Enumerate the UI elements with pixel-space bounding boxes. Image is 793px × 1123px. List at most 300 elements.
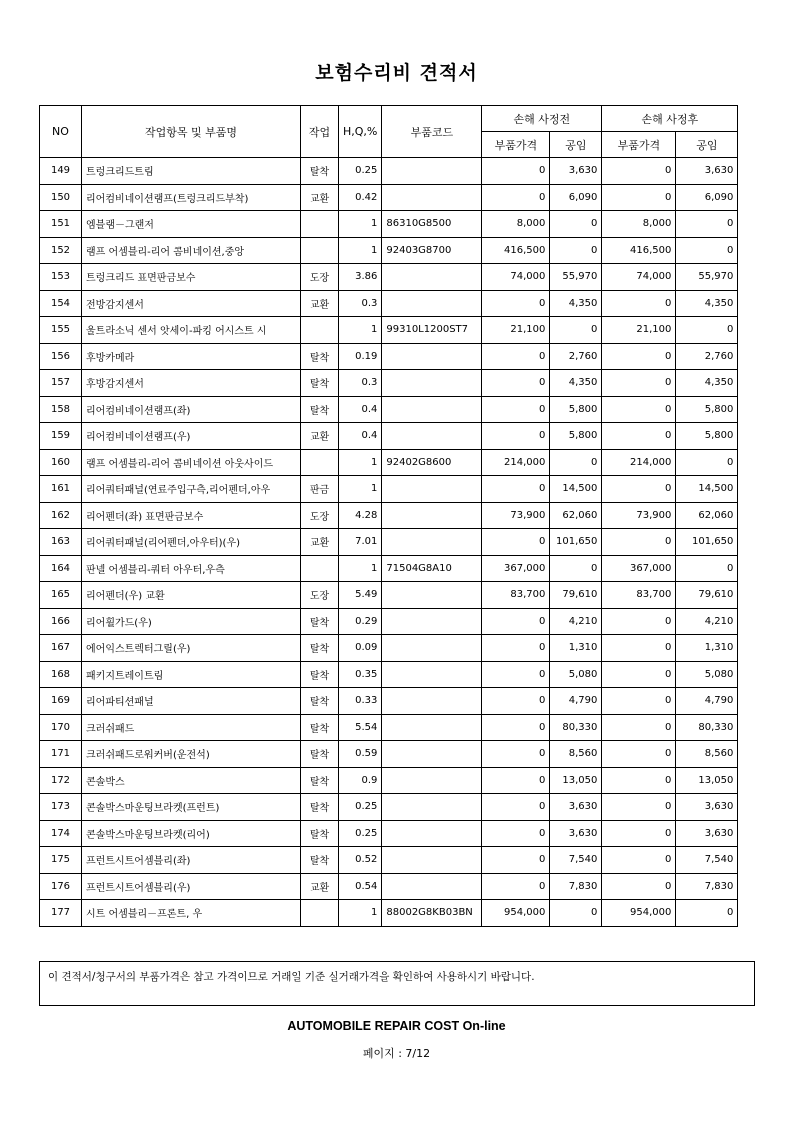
row-before-part-price: 214,000 [482, 449, 550, 476]
row-before-part-price: 0 [482, 873, 550, 900]
notice-box: 이 견적서/청구서의 부품가격은 참고 가격이므로 거래일 기준 실거래가격을 확인하여 사용하시기 바랍니다. [39, 961, 755, 1006]
page-indicator: 페이지 : 7/12 [362, 1047, 431, 1060]
table-row [40, 635, 738, 662]
row-item-name: 리어컴비네이션램프(우) [82, 423, 301, 450]
row-after-labor: 2,760 [676, 343, 738, 370]
row-hq: 0.09 [339, 635, 382, 662]
row-hq: 0.25 [339, 820, 382, 847]
row-part-code [382, 714, 482, 741]
row-item-name: 리어파티션패널 [82, 688, 301, 715]
row-hq: 0.4 [339, 396, 382, 423]
row-item-name: 판넬 어셈블리-쿼터 아우터,우측 [82, 555, 301, 582]
row-hq: 3.86 [339, 264, 382, 291]
row-before-part-price: 74,000 [482, 264, 550, 291]
header-no: NO [40, 106, 82, 158]
row-before-labor: 0 [550, 900, 602, 927]
row-item-name: 크러쉬패드 [82, 714, 301, 741]
row-no: 153 [40, 264, 82, 291]
row-part-code [382, 847, 482, 874]
row-item-name: 프런트시트어셈블리(좌) [82, 847, 301, 874]
row-no: 157 [40, 370, 82, 397]
row-before-labor: 0 [550, 317, 602, 344]
header-before-labor: 공임 [550, 132, 602, 158]
row-before-part-price: 0 [482, 767, 550, 794]
document-title: 보험수리비 견적서 [315, 62, 478, 84]
row-item-name: 리어쿼터패널(연료주입구측,리어펜더,아우 [82, 476, 301, 503]
header-after-part-price: 부품가격 [602, 132, 676, 158]
row-hq: 7.01 [339, 529, 382, 556]
header-after: 손해 사정후 [602, 106, 738, 132]
row-after-labor: 14,500 [676, 476, 738, 503]
table-row [40, 741, 738, 768]
row-after-part-price: 0 [602, 476, 676, 503]
row-after-part-price: 74,000 [602, 264, 676, 291]
table-row [40, 847, 738, 874]
row-before-labor: 0 [550, 237, 602, 264]
row-hq: 0.25 [339, 158, 382, 185]
row-after-part-price: 0 [602, 794, 676, 821]
row-before-part-price: 0 [482, 847, 550, 874]
row-before-part-price: 0 [482, 184, 550, 211]
row-before-part-price: 0 [482, 688, 550, 715]
row-before-labor: 3,630 [550, 794, 602, 821]
row-part-code [382, 158, 482, 185]
row-item-name: 패키지트레이트림 [82, 661, 301, 688]
row-work: 탈착 [301, 343, 339, 370]
row-work: 탈착 [301, 714, 339, 741]
row-after-labor: 0 [676, 237, 738, 264]
row-part-code [382, 873, 482, 900]
row-after-labor: 6,090 [676, 184, 738, 211]
row-part-code [382, 688, 482, 715]
row-after-part-price: 0 [602, 741, 676, 768]
row-after-part-price: 367,000 [602, 555, 676, 582]
row-before-labor: 8,560 [550, 741, 602, 768]
row-hq: 0.35 [339, 661, 382, 688]
table-row [40, 184, 738, 211]
table-row [40, 529, 738, 556]
row-after-labor: 62,060 [676, 502, 738, 529]
row-after-part-price: 954,000 [602, 900, 676, 927]
row-no: 156 [40, 343, 82, 370]
header-hq: H,Q,% [339, 106, 382, 158]
row-work: 교환 [301, 184, 339, 211]
row-before-labor: 2,760 [550, 343, 602, 370]
row-work [301, 449, 339, 476]
row-work: 도장 [301, 582, 339, 609]
row-work [301, 900, 339, 927]
row-after-part-price: 21,100 [602, 317, 676, 344]
row-part-code: 86310G8500 [382, 211, 482, 238]
row-part-code [382, 661, 482, 688]
row-hq: 1 [339, 900, 382, 927]
row-hq: 5.49 [339, 582, 382, 609]
row-after-labor: 4,790 [676, 688, 738, 715]
estimate-table [39, 105, 738, 927]
row-item-name: 크러쉬패드로워커버(운전석) [82, 741, 301, 768]
row-item-name: 후방카메라 [82, 343, 301, 370]
row-no: 167 [40, 635, 82, 662]
row-part-code [382, 264, 482, 291]
row-after-part-price: 0 [602, 688, 676, 715]
row-after-part-price: 0 [602, 661, 676, 688]
row-before-labor: 55,970 [550, 264, 602, 291]
row-no: 151 [40, 211, 82, 238]
row-hq: 0.25 [339, 794, 382, 821]
row-work [301, 555, 339, 582]
row-work: 탈착 [301, 396, 339, 423]
row-before-labor: 14,500 [550, 476, 602, 503]
row-no: 169 [40, 688, 82, 715]
row-after-labor: 80,330 [676, 714, 738, 741]
row-part-code: 92403G8700 [382, 237, 482, 264]
row-work: 탈착 [301, 635, 339, 662]
row-before-part-price: 0 [482, 529, 550, 556]
row-after-part-price: 73,900 [602, 502, 676, 529]
row-item-name: 콘솔박스마운팅브라켓(리어) [82, 820, 301, 847]
table-row [40, 396, 738, 423]
row-after-labor: 4,210 [676, 608, 738, 635]
row-part-code: 71504G8A10 [382, 555, 482, 582]
row-no: 168 [40, 661, 82, 688]
row-before-labor: 80,330 [550, 714, 602, 741]
row-before-part-price: 83,700 [482, 582, 550, 609]
row-after-labor: 8,560 [676, 741, 738, 768]
row-item-name: 리어펜더(우) 교환 [82, 582, 301, 609]
row-no: 161 [40, 476, 82, 503]
row-part-code [382, 794, 482, 821]
row-before-labor: 0 [550, 211, 602, 238]
row-before-labor: 0 [550, 449, 602, 476]
row-before-labor: 1,310 [550, 635, 602, 662]
row-work: 탈착 [301, 847, 339, 874]
footer-title: AUTOMOBILE REPAIR COST On-line [287, 1019, 506, 1033]
row-part-code [382, 635, 482, 662]
row-part-code [382, 582, 482, 609]
row-after-labor: 5,800 [676, 423, 738, 450]
row-after-part-price: 0 [602, 529, 676, 556]
row-work [301, 211, 339, 238]
table-row [40, 237, 738, 264]
row-part-code: 99310L1200ST7 [382, 317, 482, 344]
row-before-labor: 4,210 [550, 608, 602, 635]
row-no: 163 [40, 529, 82, 556]
row-before-part-price: 0 [482, 476, 550, 503]
row-hq: 0.42 [339, 184, 382, 211]
row-before-part-price: 0 [482, 820, 550, 847]
row-hq: 0.52 [339, 847, 382, 874]
row-after-part-price: 83,700 [602, 582, 676, 609]
row-item-name: 콘솔박스 [82, 767, 301, 794]
row-hq: 1 [339, 211, 382, 238]
row-item-name: 후방감지센서 [82, 370, 301, 397]
row-after-part-price: 0 [602, 635, 676, 662]
table-row [40, 688, 738, 715]
row-item-name: 에어익스트렉터그릴(우) [82, 635, 301, 662]
row-before-labor: 3,630 [550, 158, 602, 185]
row-hq: 1 [339, 476, 382, 503]
row-hq: 0.3 [339, 370, 382, 397]
row-hq: 0.19 [339, 343, 382, 370]
header-after-labor: 공임 [676, 132, 738, 158]
row-work: 판금 [301, 476, 339, 503]
row-after-labor: 0 [676, 317, 738, 344]
row-after-labor: 13,050 [676, 767, 738, 794]
row-part-code [382, 608, 482, 635]
row-hq: 4.28 [339, 502, 382, 529]
row-item-name: 램프 어셈블리-리어 콤비네이션 아웃사이드 [82, 449, 301, 476]
row-after-labor: 55,970 [676, 264, 738, 291]
row-before-labor: 4,350 [550, 290, 602, 317]
row-item-name: 시트 어셈블리－프론트, 우 [82, 900, 301, 927]
row-hq: 0.29 [339, 608, 382, 635]
row-after-labor: 79,610 [676, 582, 738, 609]
row-after-part-price: 0 [602, 290, 676, 317]
row-hq: 1 [339, 449, 382, 476]
row-part-code [382, 741, 482, 768]
table-row [40, 582, 738, 609]
row-no: 175 [40, 847, 82, 874]
row-no: 152 [40, 237, 82, 264]
row-before-part-price: 0 [482, 794, 550, 821]
row-part-code [382, 343, 482, 370]
row-hq: 0.9 [339, 767, 382, 794]
row-before-part-price: 21,100 [482, 317, 550, 344]
row-part-code [382, 502, 482, 529]
row-work: 탈착 [301, 820, 339, 847]
row-work: 탈착 [301, 688, 339, 715]
table-row [40, 317, 738, 344]
row-work: 탈착 [301, 370, 339, 397]
row-after-labor: 0 [676, 555, 738, 582]
row-before-part-price: 0 [482, 290, 550, 317]
row-after-part-price: 0 [602, 847, 676, 874]
row-before-part-price: 0 [482, 370, 550, 397]
row-item-name: 리어펜더(좌) 표면판금보수 [82, 502, 301, 529]
table-row [40, 900, 738, 927]
row-after-labor: 4,350 [676, 370, 738, 397]
table-row [40, 820, 738, 847]
row-no: 166 [40, 608, 82, 635]
row-before-part-price: 954,000 [482, 900, 550, 927]
table-row [40, 370, 738, 397]
row-after-labor: 5,800 [676, 396, 738, 423]
row-work: 탈착 [301, 767, 339, 794]
row-before-labor: 13,050 [550, 767, 602, 794]
row-after-labor: 3,630 [676, 794, 738, 821]
row-before-labor: 7,830 [550, 873, 602, 900]
row-after-part-price: 214,000 [602, 449, 676, 476]
row-item-name: 리어컴비네이션램프(좌) [82, 396, 301, 423]
row-part-code [382, 820, 482, 847]
row-hq: 1 [339, 317, 382, 344]
header-item: 작업항목 및 부품명 [82, 106, 301, 158]
table-row [40, 158, 738, 185]
row-item-name: 리어컴비네이션램프(트렁크리드부착) [82, 184, 301, 211]
row-no: 160 [40, 449, 82, 476]
row-part-code [382, 476, 482, 503]
row-part-code [382, 396, 482, 423]
table-row [40, 343, 738, 370]
row-work: 도장 [301, 264, 339, 291]
row-after-labor: 101,650 [676, 529, 738, 556]
row-before-part-price: 73,900 [482, 502, 550, 529]
row-hq: 1 [339, 237, 382, 264]
row-after-part-price: 0 [602, 396, 676, 423]
row-work [301, 317, 339, 344]
row-before-part-price: 416,500 [482, 237, 550, 264]
table-row [40, 608, 738, 635]
row-before-part-price: 8,000 [482, 211, 550, 238]
row-part-code [382, 370, 482, 397]
row-after-part-price: 0 [602, 608, 676, 635]
row-work: 탈착 [301, 741, 339, 768]
row-after-labor: 0 [676, 900, 738, 927]
row-work: 탈착 [301, 158, 339, 185]
row-no: 173 [40, 794, 82, 821]
row-before-part-price: 0 [482, 661, 550, 688]
row-hq: 1 [339, 555, 382, 582]
table-row [40, 767, 738, 794]
row-no: 159 [40, 423, 82, 450]
row-work: 탈착 [301, 794, 339, 821]
row-part-code [382, 184, 482, 211]
table-row [40, 264, 738, 291]
row-work: 교환 [301, 290, 339, 317]
row-work: 도장 [301, 502, 339, 529]
row-after-part-price: 8,000 [602, 211, 676, 238]
header-work: 작업 [301, 106, 339, 158]
row-before-part-price: 367,000 [482, 555, 550, 582]
row-no: 177 [40, 900, 82, 927]
row-part-code [382, 290, 482, 317]
row-after-labor: 0 [676, 449, 738, 476]
row-no: 158 [40, 396, 82, 423]
row-hq: 0.59 [339, 741, 382, 768]
row-no: 164 [40, 555, 82, 582]
row-no: 149 [40, 158, 82, 185]
header-before-part-price: 부품가격 [482, 132, 550, 158]
table-row [40, 211, 738, 238]
table-body [40, 158, 738, 927]
row-work: 교환 [301, 529, 339, 556]
row-after-part-price: 0 [602, 343, 676, 370]
row-before-part-price: 0 [482, 714, 550, 741]
header-code: 부품코드 [382, 106, 482, 158]
table-row [40, 476, 738, 503]
row-before-labor: 79,610 [550, 582, 602, 609]
row-item-name: 콘솔박스마운팅브라켓(프런트) [82, 794, 301, 821]
row-work: 교환 [301, 423, 339, 450]
row-item-name: 램프 어셈블리-리어 콤비네이션,중앙 [82, 237, 301, 264]
row-after-part-price: 0 [602, 423, 676, 450]
row-after-labor: 7,540 [676, 847, 738, 874]
row-item-name: 리어쿼터패널(리어펜더,아우터)(우) [82, 529, 301, 556]
row-part-code [382, 423, 482, 450]
row-work: 탈착 [301, 661, 339, 688]
row-item-name: 울트라소닉 센서 앗세이-파킹 어시스트 시 [82, 317, 301, 344]
row-after-labor: 3,630 [676, 158, 738, 185]
row-item-name: 트렁크리드 표면판금보수 [82, 264, 301, 291]
row-after-part-price: 0 [602, 820, 676, 847]
table-row [40, 661, 738, 688]
row-after-labor: 1,310 [676, 635, 738, 662]
row-after-labor: 3,630 [676, 820, 738, 847]
row-before-labor: 4,790 [550, 688, 602, 715]
row-after-part-price: 0 [602, 714, 676, 741]
row-no: 172 [40, 767, 82, 794]
row-after-part-price: 416,500 [602, 237, 676, 264]
row-part-code: 92402G8600 [382, 449, 482, 476]
table-row [40, 502, 738, 529]
row-no: 162 [40, 502, 82, 529]
row-before-labor: 7,540 [550, 847, 602, 874]
row-part-code [382, 767, 482, 794]
row-after-part-price: 0 [602, 873, 676, 900]
row-before-labor: 5,080 [550, 661, 602, 688]
row-before-labor: 62,060 [550, 502, 602, 529]
table-row [40, 714, 738, 741]
row-work [301, 237, 339, 264]
row-before-part-price: 0 [482, 396, 550, 423]
row-hq: 0.4 [339, 423, 382, 450]
row-before-labor: 4,350 [550, 370, 602, 397]
table-row [40, 873, 738, 900]
row-part-code [382, 529, 482, 556]
row-before-labor: 5,800 [550, 423, 602, 450]
row-before-part-price: 0 [482, 343, 550, 370]
header-before: 손해 사정전 [482, 106, 602, 132]
row-hq: 0.33 [339, 688, 382, 715]
row-after-labor: 0 [676, 211, 738, 238]
row-after-labor: 7,830 [676, 873, 738, 900]
row-before-labor: 0 [550, 555, 602, 582]
table-row [40, 449, 738, 476]
row-item-name: 엠블램－그랜저 [82, 211, 301, 238]
row-item-name: 리어휠가드(우) [82, 608, 301, 635]
row-before-labor: 5,800 [550, 396, 602, 423]
row-hq: 0.3 [339, 290, 382, 317]
row-hq: 0.54 [339, 873, 382, 900]
row-before-labor: 6,090 [550, 184, 602, 211]
row-after-part-price: 0 [602, 158, 676, 185]
row-before-labor: 101,650 [550, 529, 602, 556]
row-after-labor: 4,350 [676, 290, 738, 317]
row-after-part-price: 0 [602, 184, 676, 211]
table-row [40, 794, 738, 821]
row-no: 176 [40, 873, 82, 900]
row-item-name: 프런트시트어셈블리(우) [82, 873, 301, 900]
row-after-labor: 5,080 [676, 661, 738, 688]
row-hq: 5.54 [339, 714, 382, 741]
table-row [40, 423, 738, 450]
table-row [40, 555, 738, 582]
row-item-name: 트렁크리드트림 [82, 158, 301, 185]
row-work: 탈착 [301, 608, 339, 635]
row-before-part-price: 0 [482, 741, 550, 768]
row-before-part-price: 0 [482, 423, 550, 450]
row-before-part-price: 0 [482, 635, 550, 662]
row-after-part-price: 0 [602, 370, 676, 397]
row-before-part-price: 0 [482, 158, 550, 185]
row-item-name: 전방감지센서 [82, 290, 301, 317]
row-part-code: 88002G8KB03BN [382, 900, 482, 927]
row-after-part-price: 0 [602, 767, 676, 794]
row-no: 171 [40, 741, 82, 768]
row-no: 155 [40, 317, 82, 344]
table-row [40, 290, 738, 317]
row-before-labor: 3,630 [550, 820, 602, 847]
